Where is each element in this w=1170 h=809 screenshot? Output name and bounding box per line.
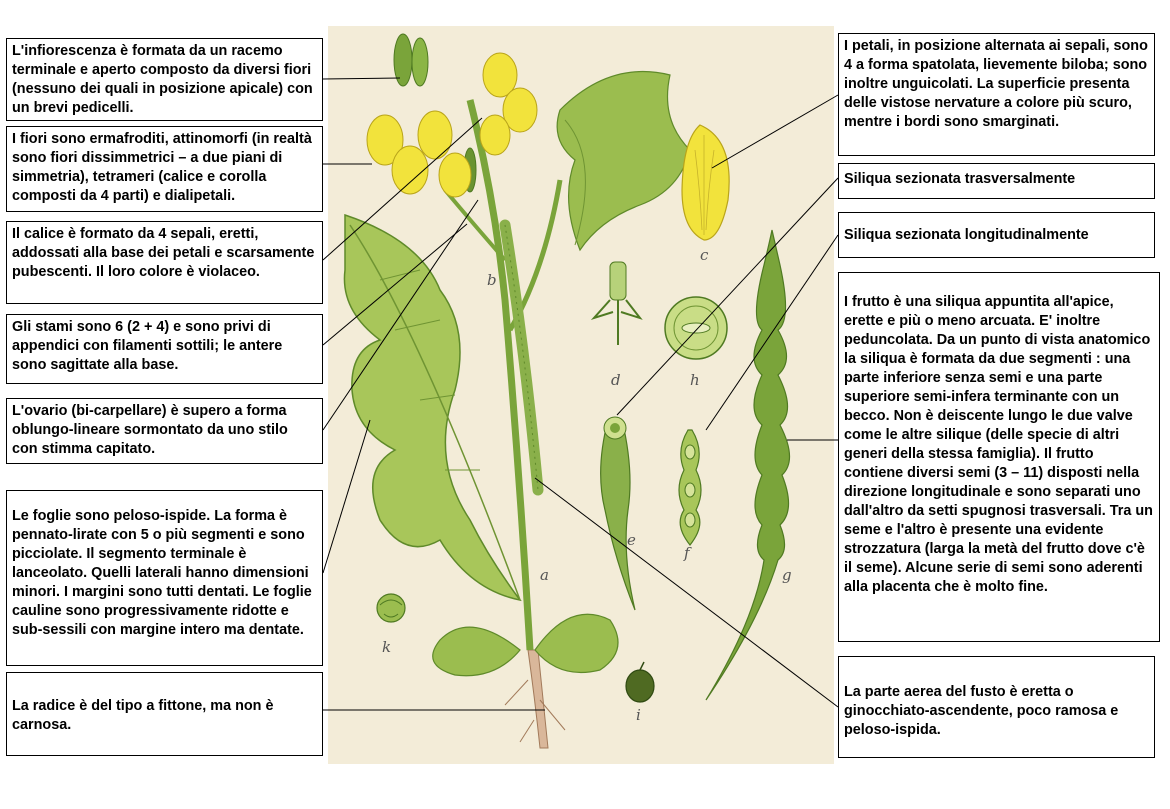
figure-label-c: c <box>700 246 709 264</box>
annotation-siliqua-long: Siliqua sezionata longitudinalmente <box>838 212 1155 258</box>
figure-label-i: i <box>636 706 641 724</box>
siliqua-g <box>706 230 790 700</box>
annotation-siliqua-cross: Siliqua sezionata trasversalmente <box>838 163 1155 199</box>
petal-c <box>682 125 729 240</box>
seed-i <box>626 662 654 702</box>
flower-d <box>594 262 640 345</box>
figure-label-f: f <box>684 544 690 562</box>
figure-label-e: e <box>627 531 636 549</box>
figure-label-d: d <box>611 371 621 389</box>
annotation-fruit: I frutto è una siliqua appuntita all'apice, erette e più o meno arcuata. E' inoltre peduncolata. Da un punto di vista anatomico la siliqua è formata da due segmenti : una parte inferiore senza semi e una parte superiore semi-infera terminante con un becco. Non è deiscente lungo le due valve come le altre silique (delle specie di altri generi della stessa famiglia). Il frutto contiene diversi semi (3 – 11) disposti nella direzione longitudinale e sono separati uno dall'altro da setti spugnosi trasversali. Tra un seme e l'altro è presente una evidente strozzatura (larga la metà del frutto dove c'è il seme). Alcune serie di semi sono aderenti alla placenta che è molto fine. <box>838 272 1160 642</box>
yellow-flowers <box>367 53 537 197</box>
upper-leaf <box>557 72 690 250</box>
annotation-flowers: I fiori sono ermafroditi, attinomorfi (in realtà sono fiori dissimmetrici – a due piani di simmetria), tetrameri (calice e corolla composti da 4 parti) e dialipetali. <box>6 126 323 212</box>
figure-label-h: h <box>690 371 700 389</box>
annotation-stem: La parte aerea del fusto è eretta o ginocchiato-ascendente, poco ramosa e peloso-ispida. <box>838 656 1155 758</box>
annotation-petals: I petali, in posizione alternata ai sepali, sono 4 a forma spatolata, lievemente biloba; sono inoltre unguicolati. La superficie presenta delle vistose nervature a colore più scuro, mentre i bordi sono smarginati. <box>838 33 1155 156</box>
figure-label-k: k <box>382 638 392 656</box>
figure-label-a: a <box>540 566 549 584</box>
seed-k <box>377 594 405 622</box>
annotation-ovary: L'ovario (bi-carpellare) è supero a forma oblungo-lineare sormontato da uno stilo con stimma capitato. <box>6 398 323 464</box>
annotation-leaves: Le foglie sono peloso-ispide. La forma è pennato-lirate con 5 o più segmenti e sono picciolate. Il segmento terminale è lanceolato. Quelli laterali hanno dimensioni minori. I margini sono tutti dentati. Le foglie cauline sono progressivamente ridotte e sub-sessili con margine intero ma dentate. <box>6 490 323 666</box>
annotation-calyx: Il calice è formato da 4 sepali, eretti, addossati alla base dei petali e scarsamente pubescenti. Il loro colore è violaceo. <box>6 221 323 304</box>
annotation-stamens: Gli stami sono 6 (2 + 4) e sono privi di appendici con filamenti sottili; le antere sono sagittate alla base. <box>6 314 323 384</box>
siliqua-e <box>601 417 635 610</box>
annotation-root: La radice è del tipo a fittone, ma non è carnosa. <box>6 672 323 756</box>
siliqua-f <box>679 430 701 545</box>
figure-label-g: g <box>782 566 792 584</box>
figure-label-b: b <box>487 271 497 289</box>
annotation-inflorescence: L'infiorescenza è formata da un racemo terminale e aperto composto da diversi fiori (nessuno dei quali in posizione apicale) con un brevi pedicelli. <box>6 38 323 121</box>
